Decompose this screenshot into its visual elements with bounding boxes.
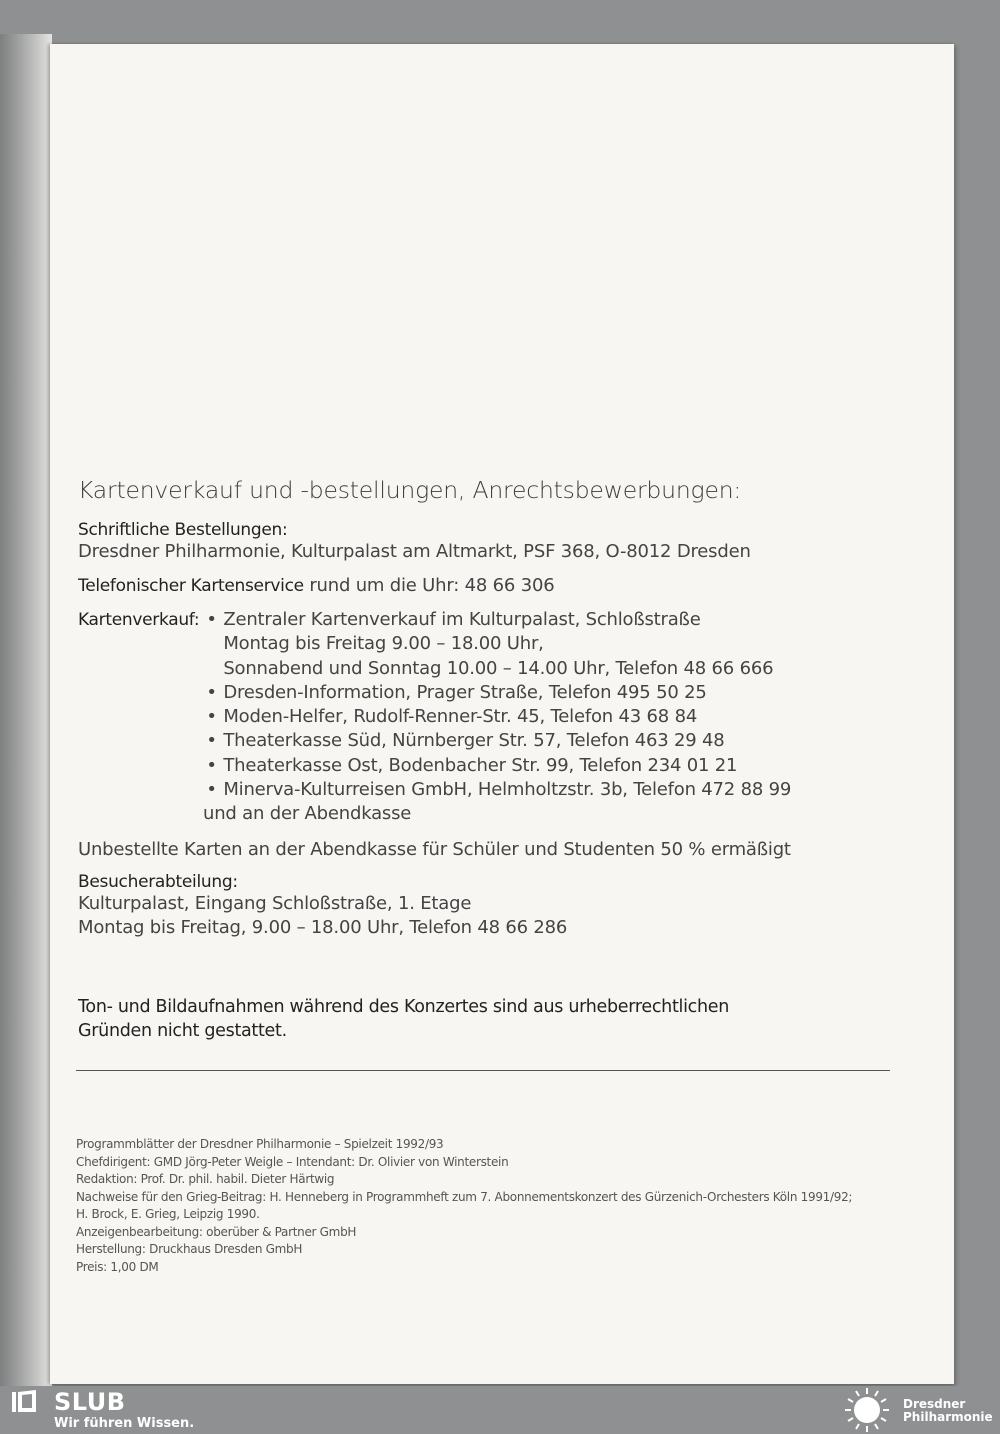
list-item xyxy=(206,681,791,705)
ticket-info-section xyxy=(78,476,938,1043)
bullet-icon: • xyxy=(206,681,217,703)
written-orders-address: Dresdner Philharmonie, Kulturpalast am Altmarkt, PSF 368, O-8012 Dresden xyxy=(78,541,751,562)
colophon-line: Nachweise für den Grieg-Beitrag: H. Henneberg in Programmheft zum 7. Abonnementskonzert des Gürzenich-Orchesters Köln 1991/92; xyxy=(76,1189,853,1204)
colophon-line: Preis: 1,00 DM xyxy=(76,1259,159,1274)
visitor-department-label: Besucherabteilung: xyxy=(78,872,238,893)
written-orders-label: Schriftliche Bestellungen: xyxy=(78,520,288,540)
colophon-line: H. Brock, E. Grieg, Leipzig 1990. xyxy=(76,1207,260,1221)
phone-service xyxy=(78,574,938,598)
central-sales-line2: Montag bis Freitag 9.00 – 18.00 Uhr, xyxy=(223,633,544,655)
ticket-sales-list xyxy=(206,608,791,802)
colophon-line: Anzeigenbearbeitung: oberüber & Partner GmbH xyxy=(76,1224,357,1239)
outlet-text: Minerva-Kulturreisen GmbH, Helmholtzstr. 3b, Telefon 472 88 99 xyxy=(223,779,792,801)
visitor-department xyxy=(78,872,938,940)
outlet-text: Dresden-Information, Prager Straße, Telefon 495 50 25 xyxy=(223,681,707,703)
discount-note: Unbestellte Karten an der Abendkasse für Schüler und Studenten 50 % ermäßigt xyxy=(78,839,791,861)
bullet-icon: • xyxy=(206,754,217,776)
book-icon xyxy=(12,1390,38,1414)
slub-name: SLUB xyxy=(54,1388,126,1416)
page-heading: Kartenverkauf und -bestellungen, Anrechtsbewerbungen: xyxy=(78,476,742,504)
recording-notice: Ton- und Bildaufnahmen während des Konzertes sind aus urheberrechtlichen Gründen nicht gestattet. xyxy=(78,997,729,1042)
visitor-department-line2: Montag bis Freitag, 9.00 – 18.00 Uhr, Telefon 48 66 286 xyxy=(78,917,568,939)
divider xyxy=(76,1070,890,1071)
colophon xyxy=(76,1136,896,1276)
list-item xyxy=(206,608,791,681)
outlet-text: Theaterkasse Süd, Nürnberger Str. 57, Telefon 463 29 48 xyxy=(223,730,725,752)
colophon-line: Chefdirigent: GMD Jörg-Peter Weigle – Intendant: Dr. Olivier von Winterstein xyxy=(76,1154,509,1169)
document-page xyxy=(50,44,954,1384)
phone-service-label: Telefonischer Kartenservice xyxy=(78,576,304,596)
bullet-icon: • xyxy=(206,706,217,728)
book-spine xyxy=(0,34,52,1386)
colophon-line: Herstellung: Druckhaus Dresden GmbH xyxy=(76,1242,303,1256)
outlet-text: Theaterkasse Ost, Bodenbacher Str. 99, Telefon 234 01 21 xyxy=(223,754,738,776)
philharmonie-logo-icon[interactable] xyxy=(840,1386,894,1434)
list-item xyxy=(206,778,791,802)
bullet-icon: • xyxy=(206,730,217,752)
bullet-icon: • xyxy=(206,779,217,801)
colophon-line: Redaktion: Prof. Dr. phil. habil. Dieter Härtwig xyxy=(76,1172,335,1186)
central-sales-line1: Zentraler Kartenverkauf im Kulturpalast, Schloßstraße xyxy=(223,609,701,630)
outlet-text: Moden-Helfer, Rudolf-Renner-Str. 45, Telefon 43 68 84 xyxy=(223,706,698,728)
colophon-line: Programmblätter der Dresdner Philharmonie – Spielzeit 1992/93 xyxy=(76,1137,444,1151)
box-office-note: und an der Abendkasse xyxy=(203,803,412,825)
central-sales-line3: Sonnabend und Sonntag 10.00 – 14.00 Uhr, Telefon 48 66 666 xyxy=(223,657,774,679)
phone-service-text: rund um die Uhr: 48 66 306 xyxy=(303,575,555,596)
slub-tagline: Wir führen Wissen. xyxy=(54,1416,195,1431)
visitor-department-line1: Kulturpalast, Eingang Schloßstraße, 1. Etage xyxy=(78,893,472,915)
list-item xyxy=(206,754,791,778)
bullet-icon: • xyxy=(206,609,217,630)
written-orders xyxy=(78,520,938,564)
philharmonie-wordmark xyxy=(903,1398,993,1424)
list-item xyxy=(206,705,791,729)
list-item xyxy=(206,729,791,753)
ticket-sales xyxy=(78,608,938,802)
philharmonie-line2: Philharmonie xyxy=(903,1410,993,1424)
ticket-sales-label: Kartenverkauf: xyxy=(78,610,200,630)
philharmonie-line1: Dresdner xyxy=(903,1397,966,1411)
